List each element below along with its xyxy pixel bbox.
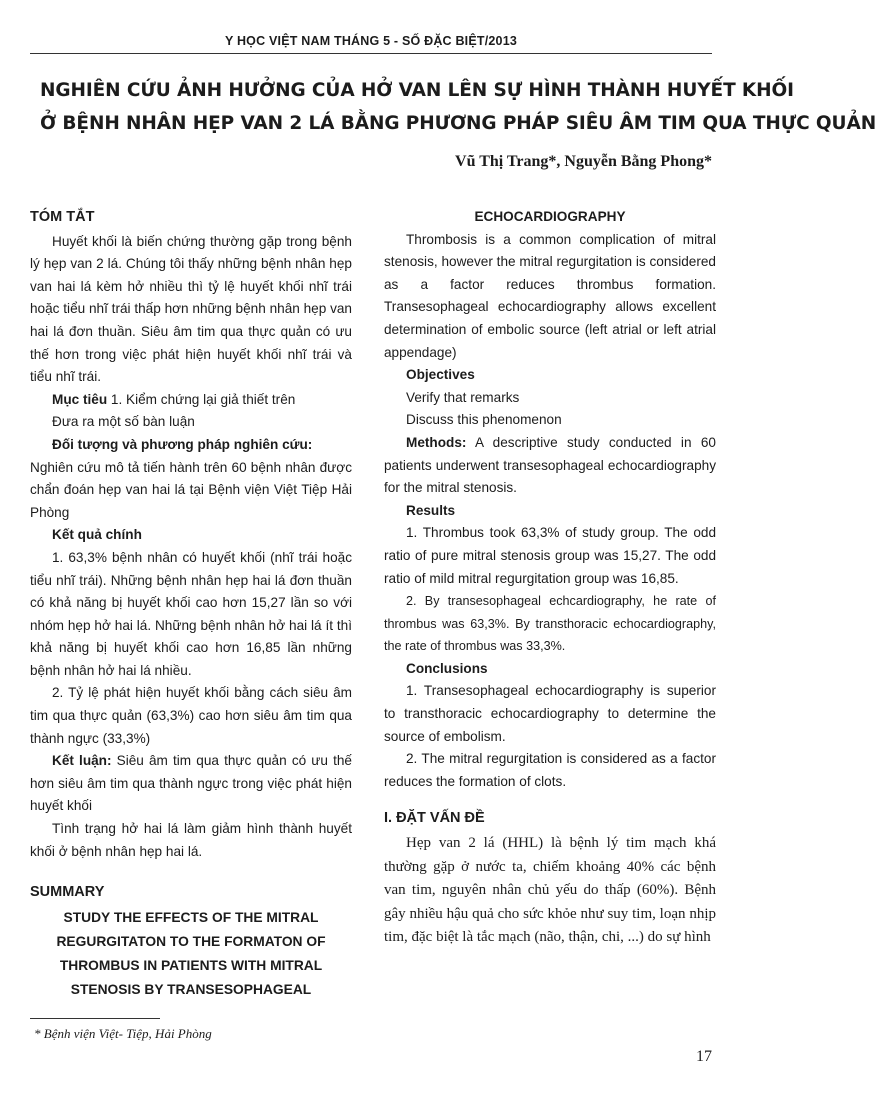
section-heading-introduction: I. ĐẶT VẤN ĐỀ: [384, 810, 485, 827]
results-vi-2: 2. Tỷ lệ phát hiện huyết khối bằng cách siêu âm tim qua thực quản (63,3%) cao hơn siêu âm tim qua thành ngực (33,3%): [30, 685, 352, 746]
objectives-en-label: Objectives: [406, 367, 475, 383]
conclusions-en-label: Conclusions: [406, 660, 488, 676]
title-line-1: NGHIÊN CỨU ẢNH HƯỞNG CỦA HỞ VAN LÊN SỰ HÌNH THÀNH HUYẾT KHỐI: [40, 80, 794, 101]
methods-en: [384, 432, 716, 500]
objectives-vi-text: 1. Kiểm chứng lại giả thiết trên: [107, 391, 296, 407]
summary-title-continued: ECHOCARDIOGRAPHY: [474, 209, 626, 224]
objectives-en-1: Verify that remarks: [406, 389, 520, 405]
methods-vi-label: Đối tượng và phương pháp nghiên cứu:: [52, 436, 313, 452]
abstract-paragraph: Huyết khối là biến chứng thường gặp trong bệnh lý hẹp van 2 lá. Chúng tôi thấy những bệnh nhân hẹp van hai lá kèm hở nhiều thì tỷ lệ huyết khối nhĩ trái hoặc tiểu nhĩ trái thấp hơn những bệnh nhân hẹp van hai lá đơn thuần. Siêu âm tim qua thực quản có ưu thế hơn trong việc phát hiện huyết khối nhĩ trái và tiểu nhĩ trái.: [30, 233, 352, 385]
objectives-en-2: Discuss this phenomenon: [406, 412, 562, 428]
title-line-2: Ở BỆNH NHÂN HẸP VAN 2 LÁ BẰNG PHƯƠNG PHÁP SIÊU ÂM TIM QUA THỰC QUẢN: [40, 113, 876, 134]
footnote-divider: [30, 1018, 160, 1019]
objectives-vi: [30, 389, 352, 412]
summary-heading: SUMMARY: [30, 884, 105, 901]
methods-vi-text: Nghiên cứu mô tả tiến hành trên 60 bệnh nhân được chẩn đoán hẹp van hai lá tại Bệnh viện Việt Tiệp Hải Phòng: [30, 459, 352, 520]
summary-intro: Thrombosis is a common complication of mitral stenosis, however the mitral regurgitation is considered as a factor reduces thrombus formation. Transesophageal echocardiography allows excellent determination of embolic source (left atrial or left atrial appendage): [384, 231, 716, 360]
page-number: 17: [696, 1048, 712, 1065]
conclusion-vi-text: Siêu âm tim qua thực quản có ưu thế hơn siêu âm tim qua thành ngực trong việc phát hiện huyết khối: [30, 753, 352, 814]
methods-en-text: A descriptive study conducted in 60 patients underwent transesophageal echocardiography for the mitral stenosis.: [384, 434, 716, 496]
objectives-vi-label: Mục tiêu: [52, 391, 108, 407]
abstract-heading-vi: TÓM TẮT: [30, 209, 95, 225]
header-divider: [30, 53, 712, 54]
methods-en-label: Methods:: [406, 434, 467, 450]
results-vi-1: 1. 63,3% bệnh nhân có huyết khối (nhĩ trái hoặc tiểu nhĩ trái). Những bệnh nhân hẹp hai lá đơn thuần có khả năng bị huyết khối cao hơn 15,27 lần so với nhóm hẹp hở hai lá. Những bệnh nhân hở hai lá ít thì khả năng bị huyết khối cao hơn 16,85 lần những bệnh nhân hở hai lá nhiều.: [30, 549, 352, 678]
results-en-2: 2. By transesophageal echcardiography, he rate of thrombus was 63,3%. By transthoracic echocardiography, the rate of thrombus was 33,3%.: [384, 594, 716, 654]
authors: Vũ Thị Trang*, Nguyễn Bằng Phong*: [455, 153, 712, 170]
objectives-vi-2: Đưa ra một số bàn luận: [52, 414, 195, 430]
conclusions-en-1: 1. Transesophageal echocardiography is superior to transthoracic echocardiography to determine the source of embolism.: [384, 683, 716, 744]
left-column: [30, 200, 352, 1002]
conclusion-vi: [30, 750, 352, 818]
footnote: * Bệnh viện Việt- Tiệp, Hải Phòng: [34, 1026, 212, 1041]
conclusion-vi-label: Kết luận:: [52, 753, 112, 769]
journal-header: Y HỌC VIỆT NAM THÁNG 5 - SỐ ĐẶC BIỆT/2013: [224, 34, 518, 48]
right-column: [384, 200, 716, 950]
results-en-1: 1. Thrombus took 63,3% of study group. The odd ratio of pure mitral stenosis group was 15,27. The odd ratio of mild mitral regurgitation group was 16,85.: [384, 525, 716, 586]
summary-title: STUDY THE EFFECTS OF THE MITRAL REGURGITATON TO THE FORMATON OF THROMBUS IN PATIENTS WITH MITRAL STENOSIS BY TRANSESOPHAGEAL: [56, 909, 326, 997]
results-en-label: Results: [406, 502, 456, 518]
conclusions-en-2: 2. The mitral regurgitation is considered as a factor reduces the formation of clots.: [384, 751, 716, 789]
article-title: [40, 74, 876, 140]
closing-paragraph: Tình trạng hở hai lá làm giảm hình thành huyết khối ở bệnh nhân hẹp hai lá.: [30, 821, 352, 859]
introduction-text: Hẹp van 2 lá (HHL) là bệnh lý tim mạch khá thường gặp ở nước ta, chiếm khoảng 40% các bệnh van tim, nguyên nhân chủ yếu do thấp (60%). Bệnh gây nhiều hậu quả cho sức khỏe như suy tim, loạn nhịp tim, đặc biệt là tắc mạch (não, thận, chi, ...) do sự hình: [384, 835, 716, 946]
results-vi-label: Kết quả chính: [52, 527, 142, 543]
